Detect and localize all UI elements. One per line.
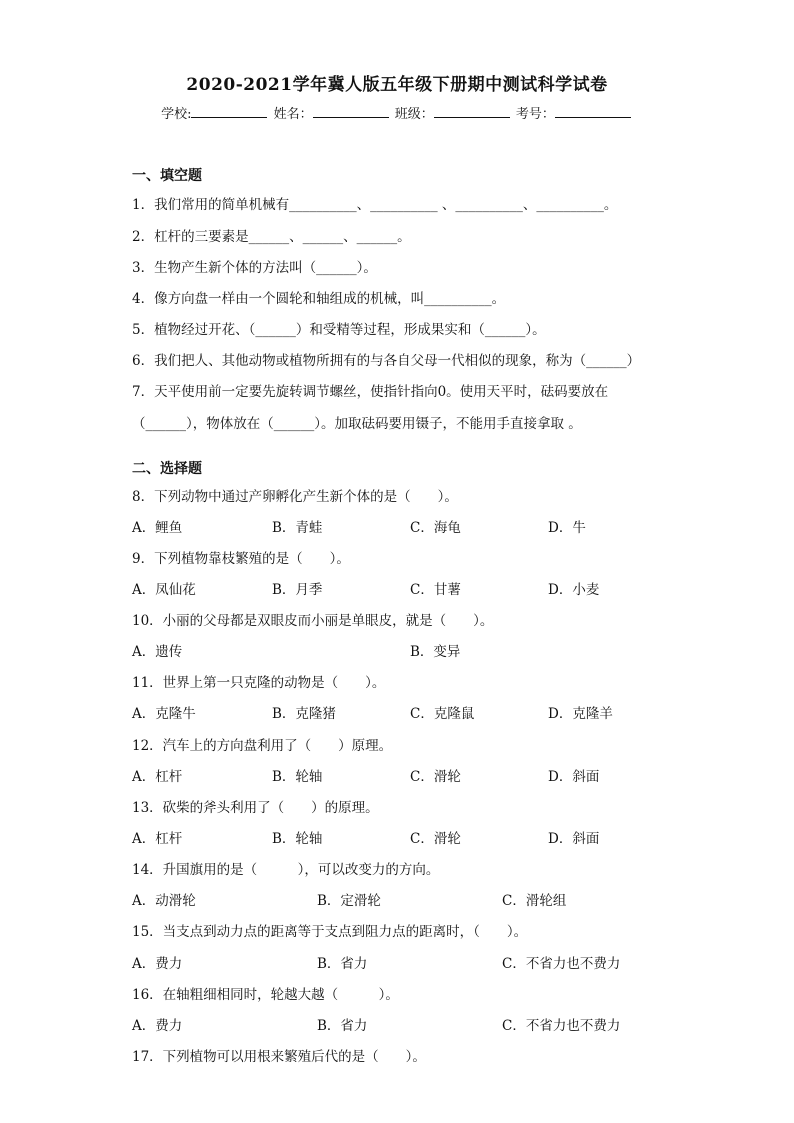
- option[interactable]: C．不省力也不费力: [502, 956, 621, 972]
- option[interactable]: C．滑轮组: [502, 893, 567, 909]
- option[interactable]: A．克隆牛: [132, 706, 196, 722]
- option[interactable]: B．月季: [272, 582, 323, 598]
- option[interactable]: A．杠杆: [132, 769, 183, 785]
- exam-number-blank[interactable]: [555, 105, 631, 118]
- question-7: 7．天平使用前一定要先旋转调节螺丝，使指针指向0。使用天平时，砝码要放在: [132, 384, 609, 400]
- question-11: 11．世界上第一只克隆的动物是（ ）。: [132, 675, 386, 691]
- question-9: 9．下列植物靠枝繁殖的是（ ）。: [132, 551, 350, 567]
- question-1: 1．我们常用的简单机械有__________、__________ 、__________、__________。: [132, 197, 618, 213]
- student-info-row: [0, 103, 794, 122]
- option[interactable]: C．不省力也不费力: [502, 1018, 621, 1034]
- name-blank[interactable]: [313, 105, 389, 118]
- question-3: 3．生物产生新个体的方法叫（______）。: [132, 260, 377, 276]
- option[interactable]: A．遗传: [132, 644, 183, 660]
- option[interactable]: D．小麦: [548, 582, 600, 598]
- option[interactable]: C．海龟: [410, 520, 461, 536]
- option[interactable]: A．鲤鱼: [132, 520, 183, 536]
- class-label: 班级：: [394, 107, 434, 122]
- question-16: 16．在轴粗细相同时，轮越大越（ ）。: [132, 987, 399, 1003]
- question-5: 5．植物经过开花、（______）和受精等过程，形成果实和（______）。: [132, 322, 546, 338]
- question-12: 12．汽车上的方向盘利用了（ ）原理。: [132, 738, 393, 754]
- option[interactable]: D．斜面: [548, 769, 600, 785]
- option[interactable]: B．省力: [317, 1018, 368, 1034]
- section-choice-title: 二、选择题: [132, 461, 202, 477]
- option[interactable]: B．轮轴: [272, 831, 323, 847]
- option[interactable]: A．费力: [132, 1018, 183, 1034]
- class-blank[interactable]: [434, 105, 510, 118]
- school-label: 学校:: [161, 107, 192, 122]
- question-14: 14．升国旗用的是（ ），可以改变力的方向。: [132, 862, 440, 878]
- name-label: 姓名：: [273, 107, 313, 122]
- question-2: 2．杠杆的三要素是______、______、______。: [132, 229, 411, 245]
- question-4: 4．像方向盘一样由一个圆轮和轴组成的机械，叫__________。: [132, 291, 506, 307]
- option[interactable]: B．省力: [317, 956, 368, 972]
- option[interactable]: B．轮轴: [272, 769, 323, 785]
- option[interactable]: C．甘薯: [410, 582, 461, 598]
- option[interactable]: C．克隆鼠: [410, 706, 475, 722]
- question-17: 17．下列植物可以用根来繁殖后代的是（ ）。: [132, 1049, 426, 1065]
- option[interactable]: B．变异: [410, 644, 461, 660]
- question-8: 8．下列动物中通过产卵孵化产生新个体的是（ ）。: [132, 489, 458, 505]
- question-15: 15．当支点到动力点的距离等于支点到阻力点的距离时，（ ）。: [132, 924, 528, 940]
- question-7-continued: （______），物体放在（______）。加取砝码要用镊子，不能用手直接拿取 。: [132, 416, 582, 432]
- question-10: 10．小丽的父母都是双眼皮而小丽是单眼皮，就是（ ）。: [132, 613, 494, 629]
- section-fill-in-title: 一、填空题: [132, 168, 202, 184]
- exam-title: 2020-2021学年冀人版五年级下册期中测试科学试卷: [186, 75, 608, 95]
- option[interactable]: A．凤仙花: [132, 582, 196, 598]
- option[interactable]: D．斜面: [548, 831, 600, 847]
- school-blank[interactable]: [191, 105, 267, 118]
- option[interactable]: B．定滑轮: [317, 893, 381, 909]
- option[interactable]: A．费力: [132, 956, 183, 972]
- option[interactable]: A．动滑轮: [132, 893, 196, 909]
- option[interactable]: C．滑轮: [410, 831, 461, 847]
- option[interactable]: D．牛: [548, 520, 586, 536]
- option[interactable]: B．克隆猪: [272, 706, 336, 722]
- question-6: 6．我们把人、其他动物或植物所拥有的与各自父母一代相似的现象，称为（______）: [132, 353, 641, 369]
- option[interactable]: B．青蛙: [272, 520, 323, 536]
- option[interactable]: C．滑轮: [410, 769, 461, 785]
- exam-number-label: 考号：: [515, 107, 555, 122]
- question-13: 13．砍柴的斧头利用了（ ）的原理。: [132, 800, 379, 816]
- option[interactable]: A．杠杆: [132, 831, 183, 847]
- option[interactable]: D．克隆羊: [548, 706, 613, 722]
